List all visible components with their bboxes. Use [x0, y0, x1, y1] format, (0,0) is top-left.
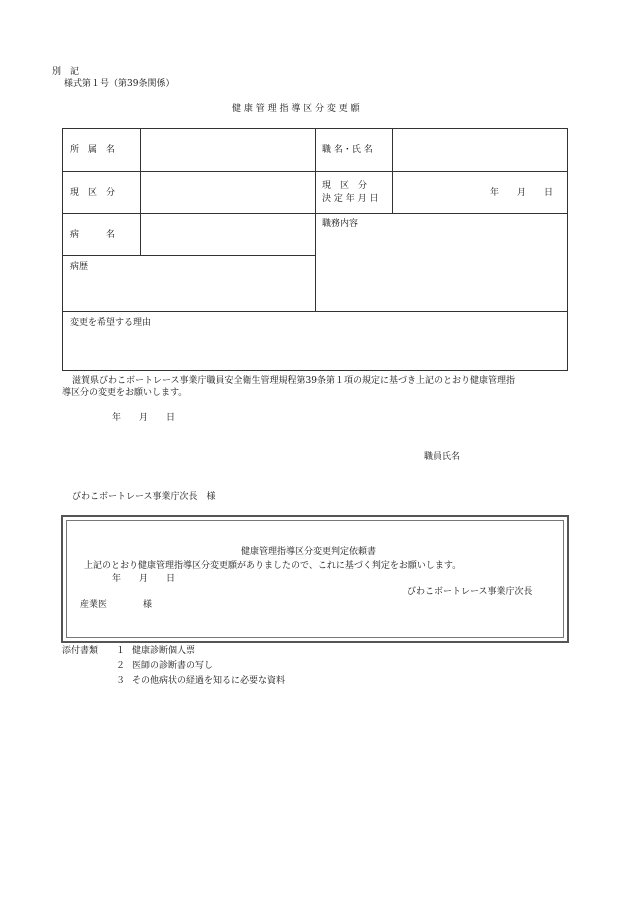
shokumu-label: 職務内容	[322, 219, 359, 229]
shokumei-field[interactable]	[397, 135, 565, 167]
byoreki-field[interactable]	[66, 275, 312, 307]
col-divider	[140, 128, 141, 255]
employee-name-label: 職員氏名	[424, 452, 461, 462]
attachment-text: 医師の診断書の写し	[132, 661, 214, 671]
shokumei-label: 職 名・氏 名	[322, 145, 373, 155]
shokumu-field[interactable]	[320, 232, 564, 306]
col-divider	[392, 128, 393, 213]
request-title: 健康管理指導区分変更判定依頼書	[241, 547, 377, 557]
application-date: 年 月 日	[112, 413, 176, 423]
form-number: 様式第１号（第39条関係）	[64, 79, 175, 89]
attachment-num: １	[116, 646, 126, 656]
request-to: 産業医 様	[80, 600, 153, 610]
request-from: びわこボートレース事業庁次長	[407, 587, 533, 597]
attachment-num: ２	[116, 661, 126, 671]
reason-label: 変更を希望する理由	[70, 318, 152, 328]
body-line-1: 滋賀県びわこボートレース事業庁職員安全衛生管理規程第39条第１項の規定に基づき上記のとおり健康管理指	[72, 376, 516, 386]
kettei-label-2: 決 定 年 月 日	[322, 194, 379, 204]
attachment-text: その他病状の経過を知るに必要な資料	[132, 676, 286, 686]
shozoku-field[interactable]	[145, 135, 313, 167]
genkubun-label: 現 区 分	[70, 188, 116, 198]
attachment-text: 健康診断個人票	[132, 646, 196, 656]
addressee: びわこボートレース事業庁次長 様	[72, 492, 216, 502]
kettei-label-1: 現 区 分	[322, 181, 368, 191]
col-divider	[315, 128, 316, 311]
page-title: 健 康 管 理 指 導 区 分 変 更 願	[232, 104, 360, 114]
shozoku-label: 所 属 名	[70, 145, 116, 155]
byomei-field[interactable]	[145, 219, 313, 251]
kettei-date-field[interactable]: 年 月 日	[490, 188, 554, 198]
attachments-label: 添付書類	[62, 646, 99, 656]
byoreki-label: 病歴	[70, 262, 89, 272]
bekki-label: 別 記	[52, 67, 80, 77]
request-line: 上記のとおり健康管理指導区分変更願がありましたので、これに基づく判定をお願いします。	[84, 561, 462, 571]
attachment-num: ３	[116, 676, 126, 686]
row-divider	[62, 255, 315, 256]
genkubun-field[interactable]	[145, 177, 313, 209]
reason-field[interactable]	[66, 331, 564, 367]
body-line-2: 導区分の変更をお願いします。	[62, 388, 188, 398]
byomei-label: 病 名	[70, 230, 116, 240]
row-divider	[62, 311, 568, 312]
request-date: 年 月 日	[112, 574, 176, 584]
